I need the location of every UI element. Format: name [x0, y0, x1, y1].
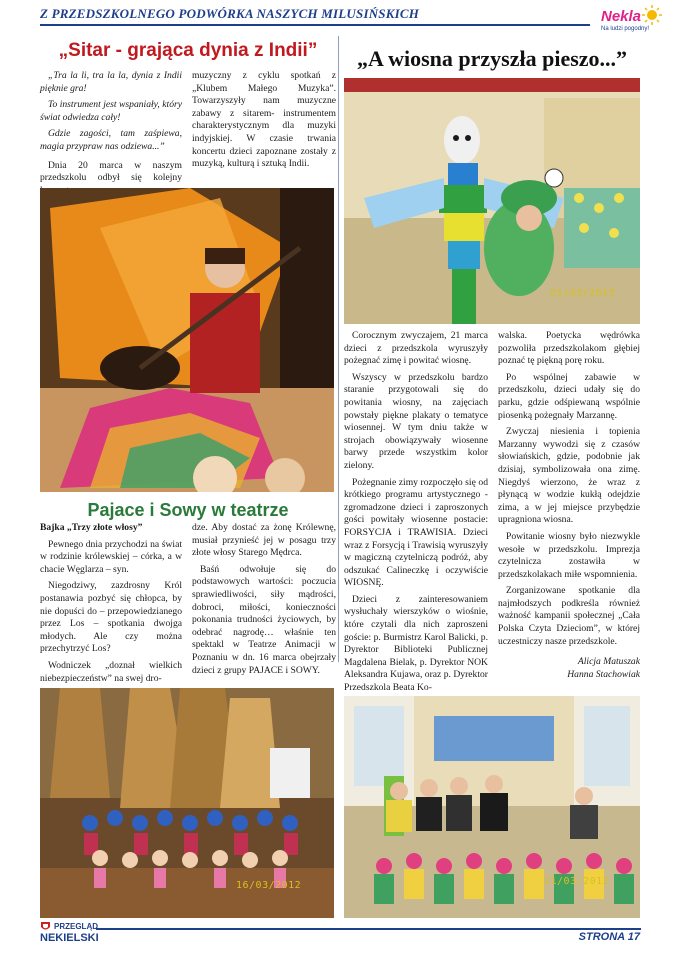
pajace-col1: [40, 522, 182, 689]
paragraph: Pożegnanie zimy rozpoczęło się od krótkiego programu artystycznego - zgromadzone dzieci i zaproszonych gości powitały wiosenne postacie: FORSYCJA i TRAWISIA. Dzieci wraz z Forsycją i Trawisią wyruszyły w magiczną czytelniczą podróż, aby odszukać Calineczkę i oczywiście WIOSNĘ.: [344, 476, 488, 589]
paragraph: Baśń odwołuje się do podstawowych wartości: poczucia sprawiedliwości, siły mądrości, dobroci, miłości, konieczności pokonania trudności życiowych, by odebrać nagrodę… właśnie ten spektakl w Teatrze Animacji w Poznaniu w dn. 16 marca obejrzały dzieci z grupy PAJACE i SOWY.: [192, 563, 336, 676]
sitar-title: „Sitar - grająca dynia z Indii”: [58, 40, 318, 61]
paragraph: Dzieci z zainteresowaniem wysłuchały wierszyków o wiośnie, które czytali dla nich zaproszeni goście: p. Burmistrz Karol Balicki, p. Dyrektor Biblioteki Publicznej Magdalena Bielak, p. Dyrektor NOK Aleksandra Kujawa, oraz p. Dyrektor Przedszkola Beata Ko-: [344, 593, 488, 694]
photo-date-stamp: 21/03/2012: [544, 876, 610, 887]
logo-tagline: Na ludzi pogodny!: [601, 26, 650, 32]
photo-date-stamp: 16/03/2012: [236, 880, 302, 891]
poem-line: Gdzie zagości, tam zaśpiewa, magia przypraw nas odziewa...”: [40, 128, 182, 152]
section-header: Z PRZEDSZKOLNEGO PODWÓRKA NASZYCH MILUSIŃSKICH: [40, 6, 420, 21]
paragraph: Zorganizowane spotkanie dla najmłodszych podkreśla również ważność kampanii społecznej „Cała Polska Czyta Dzieciom”, w której uczestniczy nasze przedszkole.: [498, 585, 640, 647]
paragraph: Powitanie wiosny było niezwykle wesołe w przedszkolu. Imprezja czytelnicza zostawiła w przedszkolakach miłe wspomnienia.: [498, 530, 640, 580]
photo-theatre-group: [40, 688, 334, 918]
author-name: Alicja Matuszak: [577, 656, 640, 668]
paragraph: Wodniczek „doznał wielkich niebezpieczeństw” na swej dro-: [40, 659, 182, 684]
photo-sitar-concert: [40, 188, 334, 492]
logo-bottom: NEKIELSKI: [40, 932, 99, 944]
paragraph: Corocznym zwyczajem, 21 marca dzieci z przedszkola wyruszyły pożegnać zimę i powitać wiosnę.: [344, 330, 488, 367]
paragraph: Pewnego dnia przychodzi na świat w rodzinie królewskiej – córka, a w chacie Węglarza – syn.: [40, 538, 182, 575]
sun-icon: [641, 4, 663, 26]
paragraph: Niegodziwy, zazdrosny Król postanawia pozbyć się chłopca, by nie dopuści do – przepowiedzianego przez Los – spotkania dwojga młodych. Ale czy można przechytrzyć Los?: [40, 580, 182, 655]
sitar-col1: [40, 70, 182, 201]
photo-guests-reading: [344, 696, 640, 918]
logo-top: PRZEGLĄD: [54, 922, 98, 931]
paragraph: Po wspólnej zabawie w przedszkolu, dzieci udały się do parku, gdzie odśpiewaną wspólnie piosenką pożegnały Marzannę.: [498, 371, 640, 421]
pajace-lead: Bajka „Trzy złote włosy”: [40, 522, 143, 533]
pajace-col2: [192, 522, 336, 681]
column-divider: [338, 36, 339, 662]
poem-line: To instrument jest wspaniały, który świat odwiedza cały!: [40, 99, 182, 123]
pajace-title: Pajace i Sowy w teatrze: [87, 500, 289, 520]
page-number: STRONA 17: [578, 931, 640, 943]
sitar-col2: [192, 70, 336, 175]
photo-spring-puppet: [344, 78, 640, 324]
wiosna-title: „A wiosna przyszła pieszo...”: [356, 46, 628, 71]
header-rule: [40, 24, 590, 26]
footer-rule: [96, 928, 641, 930]
logo-word: Nekla: [601, 8, 642, 25]
paragraph: Wszyscy w przedszkolu bardzo staranie przygotowali się do powitania wiosny, na zajęciach powstały piękne plakaty o tematyce wiosennej. W tym dniu także w strojach obowiązywały wiosenne barwy przede wszystkim kolor zielony.: [344, 371, 488, 471]
paragraph: dze. Aby dostać za żonę Królewnę, musiał przynieść jej w posagu trzy złote włosy Starego Mędrca.: [192, 522, 336, 559]
wiosna-col2: [498, 330, 640, 681]
author-name: Hanna Stachowiak: [567, 668, 640, 680]
paragraph: Dnia 20 marca w naszym przedszkolu odbył się kolejny: [40, 159, 182, 184]
paragraph: walska. Poetycka wędrówka pozwoliła przedszkolakom głębiej poznać tę piękną porę roku.: [498, 330, 640, 367]
przeglad-nekielski-logo: [40, 920, 100, 952]
wiosna-col1: [344, 330, 488, 699]
nekla-logo: [597, 8, 667, 36]
paragraph: muzyczny z cyklu spotkań z „Klubem Małego Muzyka”. Towarzyszyły nam muzyczne zabawy z sitarem- instrumentem charakterystycznym dla muzyki indyjskiej. W czasie trwania koncertu dzieci zapoznane zostały z muzyką, kulturą i sztuką Indii.: [192, 70, 336, 170]
paragraph: Zwyczaj niesienia i topienia Marzanny wywodzi się z czasów słowiańskich, gdzie, podobnie jak dzisiaj, symbolizowała ona zimę. Niegdyś wierzono, że wraz z płynącą w wodzie kukłą odejdzie zima, a w jej miejsce przybędzie upragniona wiosna.: [498, 426, 640, 526]
photo-date-stamp: 21/03/2012: [550, 288, 616, 299]
poem-line: „Tra la li, tra la la, dynia z Indii pięknie gra!: [40, 70, 182, 94]
shield-icon: [40, 921, 51, 932]
